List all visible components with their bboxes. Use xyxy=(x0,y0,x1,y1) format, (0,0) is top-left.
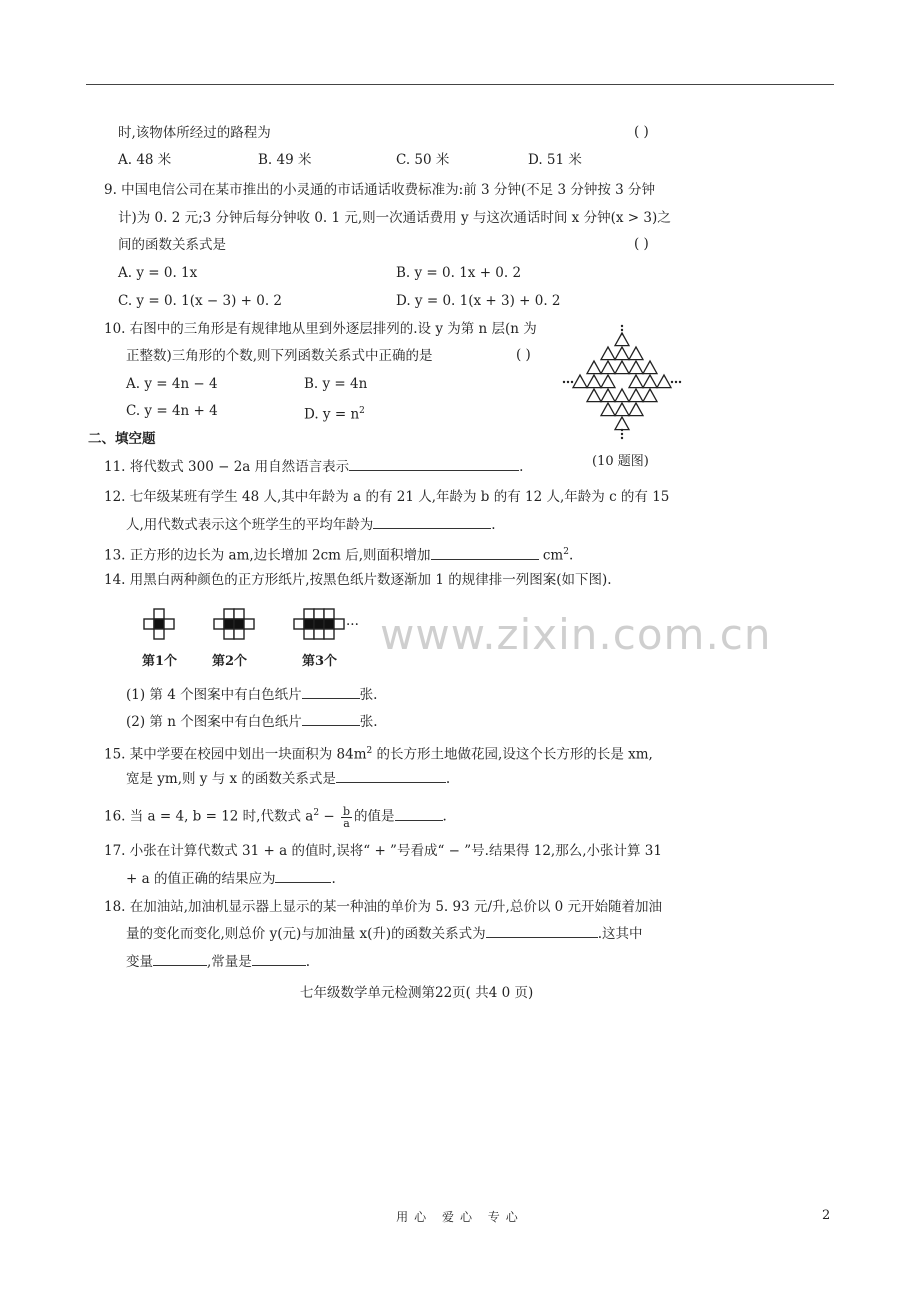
q18-line1: 18. 在加油站,加油机显示器上显示的某一种油的单价为 5. 93 元/升,总价以 0 元开始随着加油 xyxy=(104,899,662,915)
q10-answer-paren: ( ) xyxy=(516,347,531,363)
q14-line1: 14. 用黑白两种颜色的正方形纸片,按黑色纸片数逐渐加 1 的规律排一列图案(如下图). xyxy=(104,572,612,588)
q14-sub2-blank[interactable] xyxy=(302,713,360,726)
q11-blank[interactable] xyxy=(349,458,519,471)
q15-blank[interactable] xyxy=(336,770,446,783)
q10-option-b: B. y = 4n xyxy=(304,376,368,392)
header-rule xyxy=(86,84,834,85)
q10-triangle xyxy=(657,375,671,388)
q10-triangle xyxy=(601,347,615,360)
q10-triangle xyxy=(615,403,629,416)
q17-blank[interactable] xyxy=(275,870,331,883)
q13-blank[interactable] xyxy=(431,547,539,560)
q11-text: 11. 将代数式 300 − 2a 用自然语言表示 . xyxy=(104,459,524,475)
q16-blank[interactable] xyxy=(395,808,443,821)
page-footer-slogan: 用心 爱心 专心 xyxy=(396,1210,524,1224)
q18-line3: 变量 ,常量是 . xyxy=(126,954,311,970)
q10-triangle xyxy=(615,347,629,360)
q10-line2: 正整数)三角形的个数,则下列函数关系式中正确的是 xyxy=(126,348,433,364)
q10-triangle xyxy=(629,375,643,388)
section2-title: 二、填空题 xyxy=(88,431,156,447)
q10-triangle xyxy=(629,389,643,402)
q14-label-3: 第3个 xyxy=(302,654,338,669)
q12-line1: 12. 七年级某班有学生 48 人,其中年龄为 a 的有 21 人,年龄为 b 的有 12 人,年龄为 c 的有 15 xyxy=(104,489,670,505)
q10-triangle xyxy=(643,375,657,388)
q9-line3: 间的函数关系式是 xyxy=(118,237,226,253)
q10-triangle xyxy=(629,347,643,360)
q9-option-c: C. y = 0. 1(x − 3) + 0. 2 xyxy=(118,293,282,309)
q14-label-2: 第2个 xyxy=(212,654,248,669)
q14-sub1: (1) 第 4 个图案中有白色纸片 张. xyxy=(126,687,378,703)
q10-triangle xyxy=(629,403,643,416)
q13-text: 13. 正方形的边长为 am,边长增加 2cm 后,则面积增加 $cm^2$. xyxy=(104,547,574,564)
q10-triangle xyxy=(587,389,601,402)
q12-line2: 人,用代数式表示这个班学生的平均年龄为 . xyxy=(126,517,496,533)
q16-text: 16. 当 a = 4, b = 12 时,代数式 $a^2$ − $\frac{b}{a}$ 的值是 . xyxy=(104,804,447,830)
q10-triangle xyxy=(601,389,615,402)
scan-page-footer: 七年级数学单元检测第22页( 共4 0 页) xyxy=(300,985,534,1001)
q9-line2: 计)为 0. 2 元;3 分钟后每分钟收 0. 1 元,则一次通话费用 y 与这次通话时间 x 分钟(x > 3)之 xyxy=(118,210,671,226)
q10-triangle-figure xyxy=(560,322,684,442)
q9-line1: 9. 中国电信公司在某市推出的小灵通的市话通话收费标准为:前 3 分钟(不足 3 分钟按 3 分钟 xyxy=(104,182,656,198)
q14-ellipsis: ··· xyxy=(346,617,359,633)
q10-figure-caption: (10 题图) xyxy=(592,454,649,469)
q14-sub1-blank[interactable] xyxy=(302,686,360,699)
q10-line1: 10. 右图中的三角形是有规律地从里到外逐层排列的.设 y 为第 n 层(n 为 xyxy=(104,321,537,337)
q9-option-b: B. y = 0. 1x + 0. 2 xyxy=(396,265,522,281)
q8-text: 时,该物体所经过的路程为 xyxy=(118,125,271,141)
q9-option-d: D. y = 0. 1(x + 3) + 0. 2 xyxy=(396,293,561,309)
q18-blank-constant[interactable] xyxy=(252,953,306,966)
q10-triangle xyxy=(601,375,615,388)
q10-triangle xyxy=(643,389,657,402)
q15-line1: 15. 某中学要在校园中划出一块面积为 $84m^2$ 的长方形土地做花园,设这个长方形的长是 xm, xyxy=(104,746,653,763)
q10-triangle xyxy=(587,361,601,374)
q14-pattern-figure xyxy=(140,608,380,642)
q10-option-a: A. y = 4n − 4 xyxy=(126,376,218,392)
q10-triangle xyxy=(601,361,615,374)
q8-option-d: D. 51 米 xyxy=(528,152,582,168)
q12-blank[interactable] xyxy=(373,516,491,529)
q15-line2: 宽是 ym,则 y 与 x 的函数关系式是 . xyxy=(126,771,451,787)
q10-triangle xyxy=(573,375,587,388)
q18-line2: 量的变化而变化,则总价 y(元)与加油量 x(升)的函数关系式为 .这其中 xyxy=(126,926,643,942)
q18-blank-variable[interactable] xyxy=(153,953,207,966)
q10-option-c: C. y = 4n + 4 xyxy=(126,403,218,419)
q10-triangle xyxy=(643,361,657,374)
q10-triangle xyxy=(601,403,615,416)
q10-triangle xyxy=(629,361,643,374)
q17-line2: + a 的值正确的结果应为 . xyxy=(126,871,336,887)
watermark: www.zixin.com.cn xyxy=(380,610,772,659)
q16-fraction: $\frac{b}{a}$ xyxy=(342,804,350,830)
q9-answer-paren: ( ) xyxy=(634,236,649,252)
q8-option-a: A. 48 米 xyxy=(118,152,172,168)
q8-answer-paren: ( ) xyxy=(634,124,649,140)
q14-sub2: (2) 第 n 个图案中有白色纸片 张. xyxy=(126,714,378,730)
q17-line1: 17. 小张在计算代数式 31 + a 的值时,误将“ + ”号看成“ − ”号.结果得 12,那么,小张计算 31 xyxy=(104,843,662,859)
q10-option-d: D. $y = n^2$ xyxy=(304,406,365,423)
page-number: 2 xyxy=(822,1208,831,1223)
q9-option-a: A. y = 0. 1x xyxy=(118,265,198,281)
q10-triangle xyxy=(587,375,601,388)
q10-triangle xyxy=(615,417,629,430)
q8-option-c: C. 50 米 xyxy=(396,152,450,168)
q10-triangle xyxy=(615,389,629,402)
q14-label-1: 第1个 xyxy=(142,654,178,669)
q18-blank-function[interactable] xyxy=(486,925,598,938)
q8-option-b: B. 49 米 xyxy=(258,152,312,168)
q10-triangle xyxy=(615,361,629,374)
